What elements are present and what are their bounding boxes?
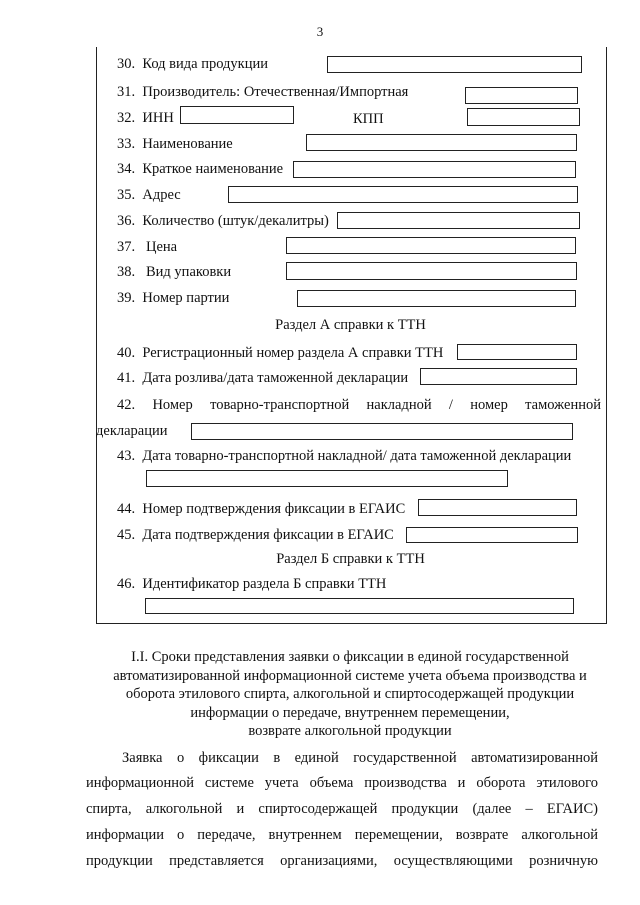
field-34-label [117,162,283,177]
heading-line: информации о передаче, внутреннем перемещении, [190,704,510,721]
field-number: 38. [117,264,136,280]
paragraph-line: продукции представляется организациями, осуществляющими розничную [86,853,598,869]
field-word: номер [470,397,508,413]
field-31-label [117,85,408,100]
field-label: Адрес [142,187,181,203]
heading-line: I.I. Сроки представления заявки о фиксации в единой государственной [131,649,569,665]
field-42-label [117,398,601,413]
field-label: Дата товарно-транспортной накладной/ дата таможенной декларации [142,448,572,464]
page-number: 3 [316,24,324,39]
section-b-title: Раздел Б справки к ТТН [276,551,425,567]
field-32-label [117,111,174,126]
field-number: 37. [117,239,136,255]
heading-line: автоматизированной информационной системе учета объема производства и [113,667,587,684]
producer-origin-input[interactable] [465,87,578,104]
field-number: 33. [117,136,136,152]
field-number: 46. [117,576,136,592]
field-number: 45. [117,527,136,543]
field-41-label [117,371,408,386]
field-label: Цена [146,239,178,255]
field-36-label [117,214,329,229]
section-b-identifier-input[interactable] [145,598,574,614]
field-label: Идентификатор раздела Б справки ТТН [142,576,387,592]
section-a-title: Раздел А справки к ТТН [275,317,426,333]
field-word: / [448,397,453,413]
egais-confirmation-number-input[interactable] [418,499,577,516]
heading-line: оборота этилового спирта, алкогольной и спиртосодержащей продукции [125,686,575,703]
field-number: 41. [117,370,136,386]
field-label: Номер подтверждения фиксации в ЕГАИС [142,501,406,517]
section-a-reg-number-input[interactable] [457,344,577,360]
field-label: Вид упаковки [146,264,232,280]
waybill-number-input[interactable] [191,423,573,440]
paragraph-line: информационной системе учета объема производства и оборота этилового [86,775,598,791]
field-label: Дата розлива/дата таможенной декларации [142,370,409,386]
field-40-label [117,346,443,361]
inn-input[interactable] [180,106,294,124]
field-45-label [117,528,394,543]
paragraph-line: Заявка о фиксации в единой государственной автоматизированной [122,750,598,766]
paragraph-line: спирта, алкогольной и спиртосодержащей продукции (далее – ЕГАИС) [86,801,598,817]
name-input[interactable] [306,134,577,151]
field-label: Код вида продукции [142,56,268,72]
field-35-label [117,188,181,203]
field-39-label [117,291,229,306]
waybill-date-input[interactable] [146,470,508,487]
field-number: 42. [117,397,136,413]
field-number: 30. [117,56,136,72]
price-input[interactable] [286,237,576,254]
field-number: 32. [117,110,136,126]
field-42-continuation: декларации [96,423,168,439]
field-46-label [117,577,386,592]
product-type-code-input[interactable] [327,56,582,73]
field-30-label [117,57,268,72]
field-label: Краткое наименование [142,161,284,177]
kpp-input[interactable] [467,108,580,126]
field-label: ИНН [142,110,174,126]
field-number: 34. [117,161,136,177]
field-label: Регистрационный номер раздела А справки ТТН [142,345,444,361]
heading-line: возврате алкогольной продукции [248,723,452,740]
field-number: 43. [117,448,136,464]
field-label: Производитель: Отечественная/Импортная [142,84,409,100]
short-name-input[interactable] [293,161,576,178]
field-number: 35. [117,187,136,203]
field-label: Номер партии [142,290,230,306]
field-word: товарно-транспортной [210,397,350,413]
kpp-label: КПП [353,111,384,127]
field-number: 36. [117,213,136,229]
batch-number-input[interactable] [297,290,576,307]
section-heading [80,648,620,741]
field-label: Наименование [142,136,233,152]
field-number: 39. [117,290,136,306]
field-label: Дата подтверждения фиксации в ЕГАИС [142,527,394,543]
field-number: 44. [117,501,136,517]
field-word: Номер [152,397,193,413]
field-word: таможенной [525,397,601,413]
field-number: 40. [117,345,136,361]
field-37-label [117,240,177,255]
field-label: Количество (штук/декалитры) [142,213,329,229]
package-type-input[interactable] [286,262,577,280]
field-number: 31. [117,84,136,100]
paragraph-line: информации о передаче, внутреннем перемещении, возврате алкогольной [86,827,598,843]
bottling-date-input[interactable] [420,368,577,385]
field-43-label [117,449,571,464]
field-38-label [117,265,231,280]
egais-confirmation-date-input[interactable] [406,527,578,543]
quantity-input[interactable] [337,212,580,229]
field-44-label [117,502,405,517]
field-33-label [117,137,233,152]
field-word: накладной [366,397,432,413]
address-input[interactable] [228,186,578,203]
